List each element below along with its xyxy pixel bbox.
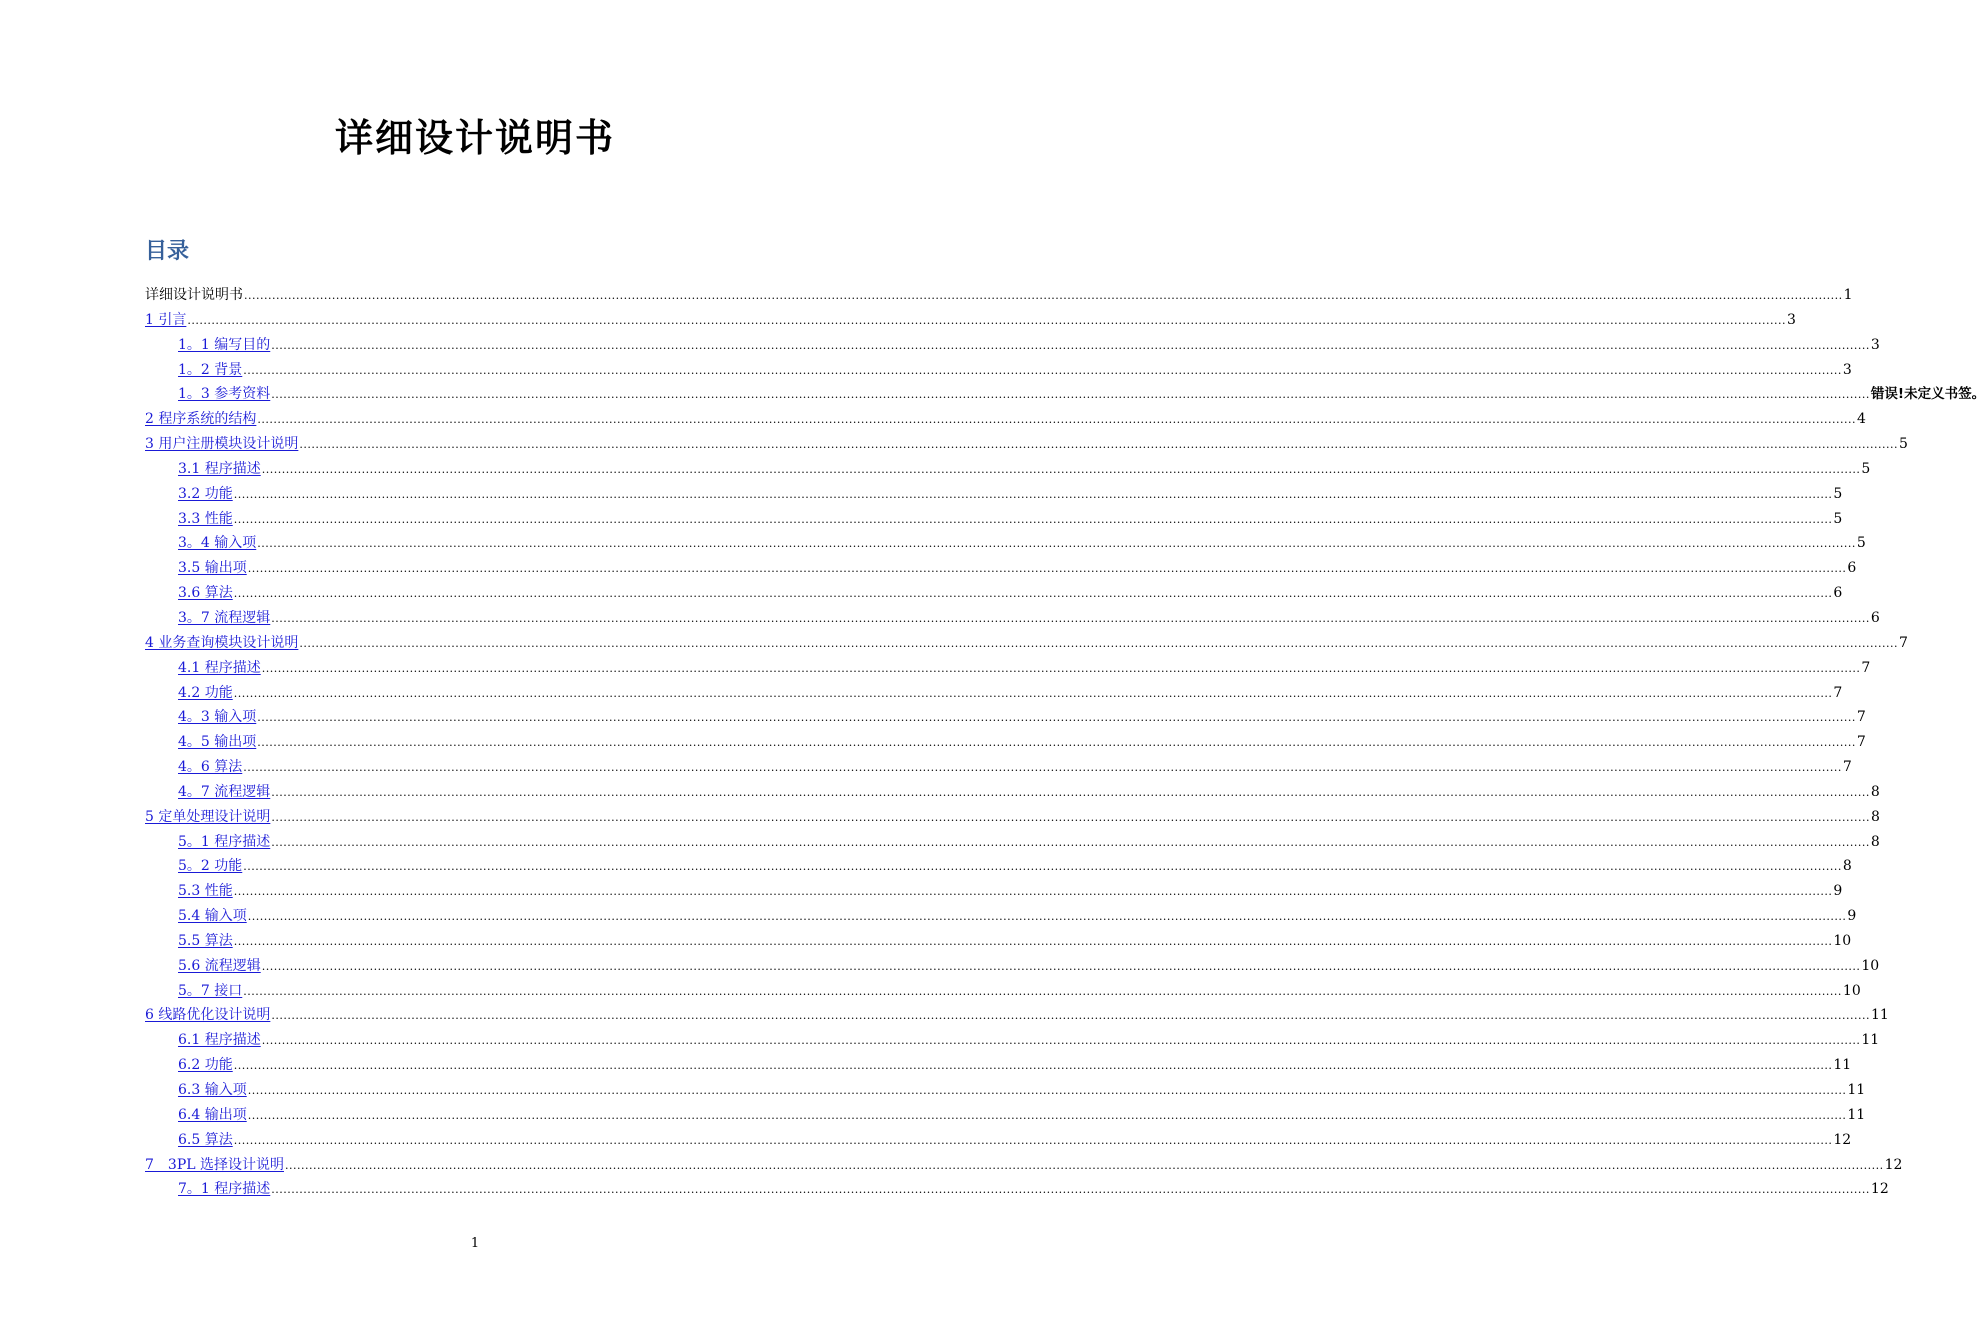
toc-entry-link[interactable]: 4.1 程序描述 bbox=[178, 659, 261, 676]
toc-entry[interactable] bbox=[145, 755, 1852, 780]
toc-page-number: 8 bbox=[1842, 858, 1852, 875]
toc-entry[interactable] bbox=[145, 358, 1852, 383]
toc-page-number: 10 bbox=[1833, 932, 1852, 949]
toc-page-number: 7 bbox=[1856, 709, 1866, 726]
toc-entry[interactable] bbox=[145, 1103, 1866, 1128]
toc-page-number: 12 bbox=[1833, 1131, 1852, 1148]
toc-entry[interactable] bbox=[145, 681, 1843, 706]
toc-page-number: 11 bbox=[1861, 1032, 1880, 1049]
toc-entry-link[interactable]: 3。4 输入项 bbox=[178, 535, 257, 552]
toc-dot-leader: ................................................................................................................................................................................................................................................................................................................................................................................................................ bbox=[257, 711, 1856, 725]
toc-entry-link[interactable]: 5。2 功能 bbox=[178, 858, 243, 875]
toc-entry[interactable] bbox=[145, 1177, 1889, 1202]
toc-page-number: 4 bbox=[1857, 411, 1866, 428]
toc-entry[interactable] bbox=[145, 1053, 1852, 1078]
toc-dot-leader: ................................................................................................................................................................................................................................................................................................................................................................................................................ bbox=[243, 984, 1842, 998]
toc-dot-leader: ................................................................................................................................................................................................................................................................................................................................................................................................................ bbox=[271, 1009, 1870, 1023]
toc-entry[interactable] bbox=[145, 830, 1880, 855]
toc-entry-link[interactable]: 5。1 程序描述 bbox=[178, 833, 271, 850]
toc-page-number: 8 bbox=[1871, 808, 1880, 825]
toc-dot-leader: ................................................................................................................................................................................................................................................................................................................................................................................................................ bbox=[247, 1108, 1847, 1122]
toc-page-number: 10 bbox=[1842, 982, 1861, 999]
toc-page-number: 9 bbox=[1847, 908, 1857, 925]
toc-dot-leader: ................................................................................................................................................................................................................................................................................................................................................................................................................ bbox=[233, 686, 1833, 700]
toc-page-number: 7 bbox=[1899, 634, 1908, 651]
toc-entry-link[interactable]: 5.6 流程逻辑 bbox=[178, 957, 261, 974]
toc-page-number: 11 bbox=[1871, 1007, 1889, 1024]
toc-page-number: 7 bbox=[1842, 759, 1852, 776]
toc-dot-leader: ................................................................................................................................................................................................................................................................................................................................................................................................................ bbox=[233, 512, 1833, 526]
toc-dot-leader: ................................................................................................................................................................................................................................................................................................................................................................................................................ bbox=[299, 438, 1898, 452]
toc-entry[interactable] bbox=[145, 656, 1871, 681]
toc-dot-leader: ................................................................................................................................................................................................................................................................................................................................................................................................................ bbox=[271, 1183, 1870, 1197]
toc-entry-link[interactable]: 6 线路优化设计说明 bbox=[145, 1007, 271, 1024]
toc-page-number: 6 bbox=[1847, 560, 1857, 577]
toc-dot-leader: ................................................................................................................................................................................................................................................................................................................................................................................................................ bbox=[271, 835, 1870, 849]
toc-dot-leader: ................................................................................................................................................................................................................................................................................................................................................................................................................ bbox=[233, 885, 1833, 899]
toc-entry-link[interactable]: 4。3 输入项 bbox=[178, 709, 257, 726]
toc-entry-link[interactable]: 7。1 程序描述 bbox=[178, 1181, 271, 1198]
toc-entry[interactable] bbox=[145, 407, 1866, 432]
toc-page-number: 10 bbox=[1861, 957, 1880, 974]
toc-dot-leader: ................................................................................................................................................................................................................................................................................................................................................................................................................ bbox=[271, 785, 1870, 799]
toc-entry bbox=[145, 283, 1853, 308]
toc-entry[interactable] bbox=[145, 1003, 1889, 1028]
toc-page-number: 5 bbox=[1861, 460, 1871, 477]
toc-entry-link[interactable]: 1。3 参考资料 bbox=[178, 386, 271, 403]
toc-page-number: 5 bbox=[1899, 436, 1908, 453]
toc-dot-leader: ................................................................................................................................................................................................................................................................................................................................................................................................................ bbox=[187, 313, 1786, 327]
toc-dot-leader: ................................................................................................................................................................................................................................................................................................................................................................................................................ bbox=[233, 934, 1833, 948]
toc-page-number: 12 bbox=[1870, 1181, 1889, 1198]
toc-entry-link[interactable]: 7 3PL 选择设计说明 bbox=[145, 1156, 284, 1173]
toc-entry-link[interactable]: 6.1 程序描述 bbox=[178, 1032, 261, 1049]
toc-entry[interactable] bbox=[145, 482, 1843, 507]
toc-entry-link[interactable]: 1 引言 bbox=[145, 311, 187, 328]
toc-entry-link[interactable]: 6.2 功能 bbox=[178, 1057, 233, 1074]
toc-page-number: 1 bbox=[1843, 287, 1853, 303]
toc-entry[interactable] bbox=[145, 929, 1852, 954]
toc-page-number: 8 bbox=[1870, 783, 1880, 800]
toc-entry-link[interactable]: 3.3 性能 bbox=[178, 510, 233, 527]
toc-entry-link[interactable]: 6.5 算法 bbox=[178, 1131, 233, 1148]
toc-entry-link[interactable]: 5 定单处理设计说明 bbox=[145, 808, 271, 825]
toc-page-number: 5 bbox=[1833, 510, 1843, 527]
toc-entry-link[interactable]: 4。7 流程逻辑 bbox=[178, 783, 271, 800]
toc-dot-leader: ................................................................................................................................................................................................................................................................................................................................................................................................................ bbox=[271, 810, 1870, 824]
toc-dot-leader: ................................................................................................................................................................................................................................................................................................................................................................................................................ bbox=[243, 363, 1842, 377]
toc-entry[interactable] bbox=[145, 730, 1866, 755]
toc-entry[interactable] bbox=[145, 556, 1857, 581]
toc-page-number: 6 bbox=[1833, 585, 1843, 602]
table-of-contents bbox=[145, 283, 1985, 1202]
toc-entry[interactable] bbox=[145, 780, 1880, 805]
toc-dot-leader: ................................................................................................................................................................................................................................................................................................................................................................................................................ bbox=[299, 636, 1898, 650]
toc-entry-link[interactable]: 5。7 接口 bbox=[178, 982, 243, 999]
toc-entry[interactable] bbox=[145, 705, 1866, 730]
toc-entry[interactable] bbox=[145, 606, 1880, 631]
toc-dot-leader: ................................................................................................................................................................................................................................................................................................................................................................................................................ bbox=[261, 959, 1861, 973]
toc-page-number: 7 bbox=[1856, 734, 1866, 751]
toc-dot-leader: ................................................................................................................................................................................................................................................................................................................................................................................................................ bbox=[257, 537, 1856, 551]
toc-entry[interactable] bbox=[145, 1128, 1852, 1153]
page-title: 详细设计说明书 bbox=[334, 116, 615, 160]
toc-dot-leader: ................................................................................................................................................................................................................................................................................................................................................................................................................ bbox=[247, 562, 1847, 576]
toc-page-number: 3 bbox=[1870, 336, 1880, 353]
toc-entry-link[interactable]: 4。6 算法 bbox=[178, 759, 243, 776]
toc-entry[interactable] bbox=[145, 382, 1985, 407]
toc-dot-leader: ................................................................................................................................................................................................................................................................................................................................................................................................................ bbox=[271, 338, 1870, 352]
toc-dot-leader: ................................................................................................................................................................................................................................................................................................................................................................................................................ bbox=[244, 289, 1843, 302]
toc-dot-leader: ................................................................................................................................................................................................................................................................................................................................................................................................................ bbox=[243, 860, 1842, 874]
toc-dot-leader: ................................................................................................................................................................................................................................................................................................................................................................................................................ bbox=[271, 611, 1870, 625]
toc-dot-leader: ................................................................................................................................................................................................................................................................................................................................................................................................................ bbox=[257, 413, 1856, 427]
toc-entry-link[interactable]: 6.4 输出项 bbox=[178, 1106, 247, 1123]
toc-page-number: 5 bbox=[1833, 485, 1843, 502]
toc-page-number: 7 bbox=[1861, 659, 1871, 676]
toc-entry-label: 详细设计说明书 bbox=[145, 287, 243, 303]
toc-entry[interactable] bbox=[145, 333, 1880, 358]
toc-dot-leader: ................................................................................................................................................................................................................................................................................................................................................................................................................ bbox=[261, 1034, 1861, 1048]
toc-entry[interactable] bbox=[145, 507, 1843, 532]
page-number: 1 bbox=[470, 1236, 480, 1251]
toc-dot-leader: ................................................................................................................................................................................................................................................................................................................................................................................................................ bbox=[247, 1084, 1847, 1097]
toc-entry-link[interactable]: 4。5 输出项 bbox=[178, 734, 257, 751]
toc-dot-leader: ................................................................................................................................................................................................................................................................................................................................................................................................................ bbox=[261, 661, 1861, 675]
toc-entry-link[interactable]: 6.3 输入项 bbox=[178, 1082, 247, 1098]
toc-entry[interactable] bbox=[145, 308, 1796, 333]
toc-dot-leader: ................................................................................................................................................................................................................................................................................................................................................................................................................ bbox=[243, 761, 1842, 775]
toc-page-number: 5 bbox=[1856, 535, 1866, 552]
toc-page-number: 3 bbox=[1842, 361, 1852, 378]
toc-entry-link[interactable]: 1。1 编写目的 bbox=[178, 336, 271, 353]
toc-entry-link[interactable]: 2 程序系统的结构 bbox=[145, 411, 257, 428]
toc-dot-leader: ................................................................................................................................................................................................................................................................................................................................................................................................................ bbox=[233, 1133, 1833, 1147]
toc-page-number: 11 bbox=[1847, 1082, 1866, 1098]
toc-dot-leader: ................................................................................................................................................................................................................................................................................................................................................................................................................ bbox=[271, 388, 1870, 402]
toc-entry[interactable] bbox=[145, 1153, 1903, 1178]
toc-dot-leader: ................................................................................................................................................................................................................................................................................................................................................................................................................ bbox=[247, 910, 1847, 924]
toc-dot-leader: ................................................................................................................................................................................................................................................................................................................................................................................................................ bbox=[284, 1158, 1884, 1172]
toc-entry[interactable] bbox=[145, 1028, 1880, 1053]
toc-entry[interactable] bbox=[145, 854, 1852, 879]
toc-entry-link[interactable]: 5.5 算法 bbox=[178, 932, 233, 949]
toc-entry-link[interactable]: 3.5 输出项 bbox=[178, 560, 247, 577]
toc-dot-leader: ................................................................................................................................................................................................................................................................................................................................................................................................................ bbox=[233, 587, 1833, 601]
toc-entry-link[interactable]: 3.1 程序描述 bbox=[178, 460, 261, 477]
toc-entry[interactable] bbox=[145, 904, 1857, 929]
toc-entry-link[interactable]: 5.3 性能 bbox=[178, 883, 233, 900]
toc-page-number: 11 bbox=[1833, 1057, 1852, 1074]
toc-entry-link[interactable]: 3 用户注册模块设计说明 bbox=[145, 436, 299, 453]
toc-entry-link[interactable]: 3。7 流程逻辑 bbox=[178, 609, 271, 626]
toc-entry[interactable] bbox=[145, 979, 1861, 1004]
toc-page-number: 3 bbox=[1787, 311, 1796, 328]
toc-page-number: 6 bbox=[1870, 609, 1880, 626]
toc-dot-leader: ................................................................................................................................................................................................................................................................................................................................................................................................................ bbox=[233, 487, 1833, 501]
toc-entry[interactable] bbox=[145, 432, 1908, 457]
toc-dot-leader: ................................................................................................................................................................................................................................................................................................................................................................................................................ bbox=[257, 736, 1856, 750]
toc-entry-link[interactable]: 3.6 算法 bbox=[178, 585, 233, 602]
toc-entry[interactable] bbox=[145, 457, 1871, 482]
toc-page-number: 7 bbox=[1833, 684, 1843, 701]
toc-entry[interactable] bbox=[145, 631, 1908, 656]
toc-page-number: 12 bbox=[1884, 1156, 1903, 1173]
toc-dot-leader: ................................................................................................................................................................................................................................................................................................................................................................................................................ bbox=[233, 1059, 1833, 1073]
toc-dot-leader: ................................................................................................................................................................................................................................................................................................................................................................................................................ bbox=[261, 462, 1861, 476]
toc-entry[interactable] bbox=[145, 581, 1843, 606]
toc-entry[interactable] bbox=[145, 879, 1843, 904]
toc-page-number: 8 bbox=[1870, 833, 1880, 850]
toc-entry-link[interactable]: 1。2 背景 bbox=[178, 361, 243, 378]
toc-entry[interactable] bbox=[145, 805, 1880, 830]
toc-entry-link[interactable]: 4.2 功能 bbox=[178, 684, 233, 701]
toc-entry-link[interactable]: 4 业务查询模块设计说明 bbox=[145, 634, 299, 651]
toc-heading: 目录 bbox=[145, 239, 190, 264]
toc-entry-link[interactable]: 3.2 功能 bbox=[178, 485, 233, 502]
toc-page-number: 11 bbox=[1847, 1106, 1866, 1123]
toc-error-text: 错误!未定义书签。 bbox=[1870, 386, 1985, 403]
toc-entry[interactable] bbox=[145, 1078, 1866, 1103]
toc-page-number: 9 bbox=[1833, 883, 1843, 900]
toc-entry[interactable] bbox=[145, 954, 1880, 979]
toc-entry[interactable] bbox=[145, 531, 1866, 556]
toc-entry-link[interactable]: 5.4 输入项 bbox=[178, 908, 247, 925]
